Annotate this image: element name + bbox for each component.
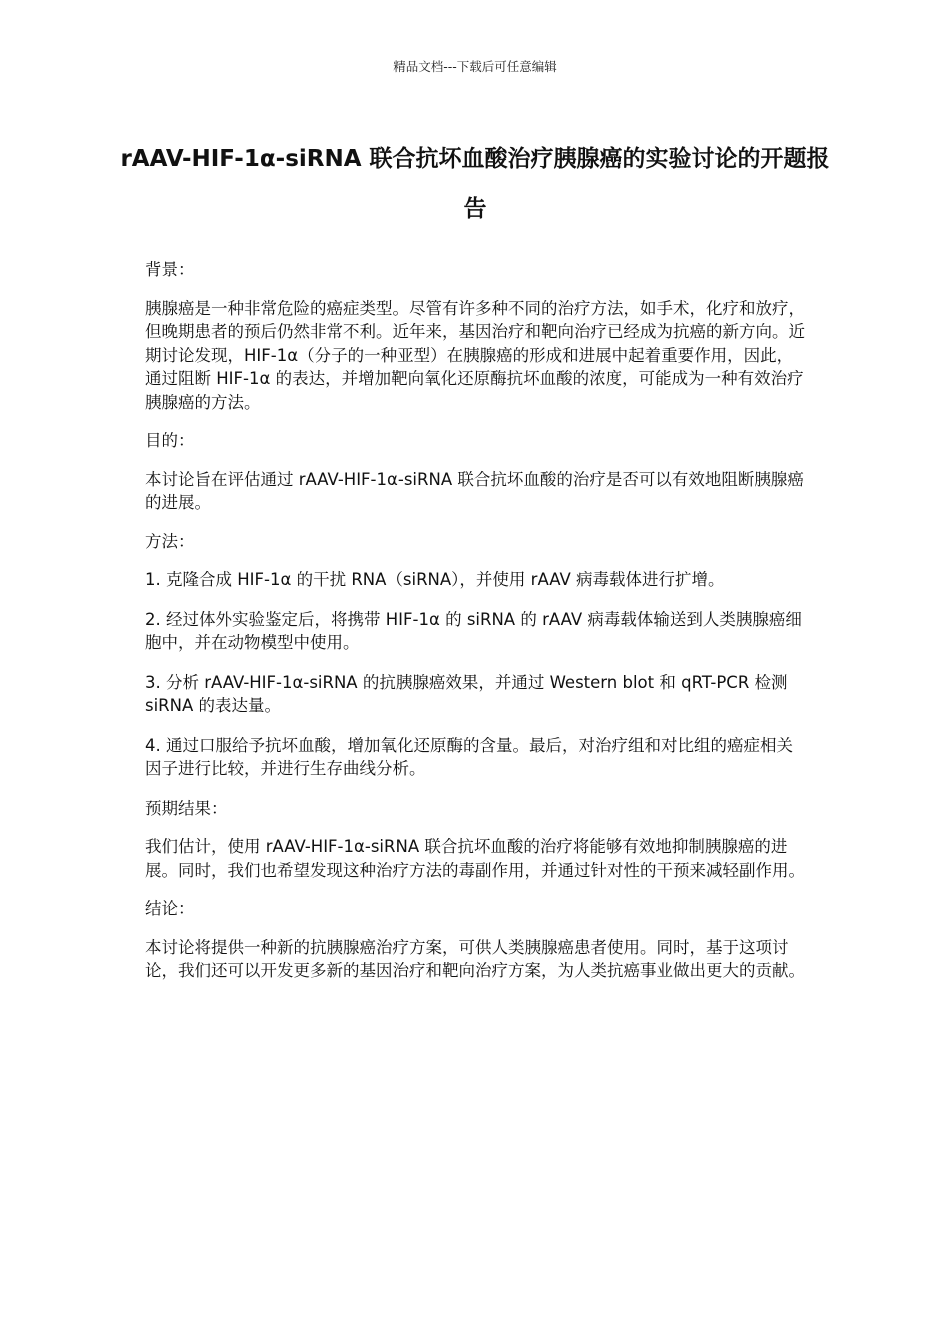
header-note: 精品文档---下载后可任意编辑 [393, 59, 557, 74]
expected-results-label: 预期结果： [145, 798, 228, 818]
background-label: 背景： [145, 260, 195, 279]
method-step-3: 3. 分析 rAAV-HIF-1α-siRNA 的抗胰腺癌效果，并通过 Western blot 和 qRT-PCR 检测 siRNA 的表达量。 [145, 672, 788, 715]
method-step-2: 2. 经过体外实验鉴定后，将携带 HIF-1α 的 siRNA 的 rAAV 病毒载体输送到人类胰腺癌细胞中，并在动物模型中使用。 [145, 609, 802, 652]
document-body [145, 258, 807, 998]
conclusion-text: 本讨论将提供一种新的抗胰腺癌治疗方案，可供人类胰腺癌患者使用。同时，基于这项讨论，我们还可以开发更多新的基因治疗和靶向治疗方案，为人类抗癌事业做出更大的贡献。 [145, 937, 805, 980]
background-text: 胰腺癌是一种非常危险的癌症类型。尽管有许多种不同的治疗方法，如手术，化疗和放疗，但晚期患者的预后仍然非常不利。近年来，基因治疗和靶向治疗已经成为抗癌的新方向。近期讨论发现，HIF-1α（分子的一种亚型）在胰腺癌的形成和进展中起着重要作用，因此，通过阻断 HIF-1α 的表达，并增加靶向氧化还原酶抗坏血酸的浓度，可能成为一种有效治疗胰腺癌的方法。 [145, 298, 805, 412]
method-step-1: 1. 克隆合成 HIF-1α 的干扰 RNA（siRNA），并使用 rAAV 病毒载体进行扩增。 [145, 570, 725, 589]
method-step-4: 4. 通过口服给予抗坏血酸，增加氧化还原酶的含量。最后，对治疗组和对比组的癌症相关因子进行比较，并进行生存曲线分析。 [145, 735, 793, 778]
conclusion-label: 结论： [145, 899, 195, 918]
expected-results-text: 我们估计，使用 rAAV-HIF-1α-siRNA 联合抗坏血酸的治疗将能够有效地抑制胰腺癌的进展。同时，我们也希望发现这种治疗方法的毒副作用，并通过针对性的干预来减轻副作用。 [145, 837, 805, 880]
document-title: rAAV-HIF-1α-siRNA 联合抗坏血酸治疗胰腺癌的实验讨论的开题报告 [120, 146, 830, 222]
methods-label: 方法： [145, 531, 195, 551]
purpose-text: 本讨论旨在评估通过 rAAV-HIF-1α-siRNA 联合抗坏血酸的治疗是否可以有效地阻断胰腺癌的进展。 [145, 469, 804, 512]
purpose-label: 目的： [145, 431, 195, 450]
